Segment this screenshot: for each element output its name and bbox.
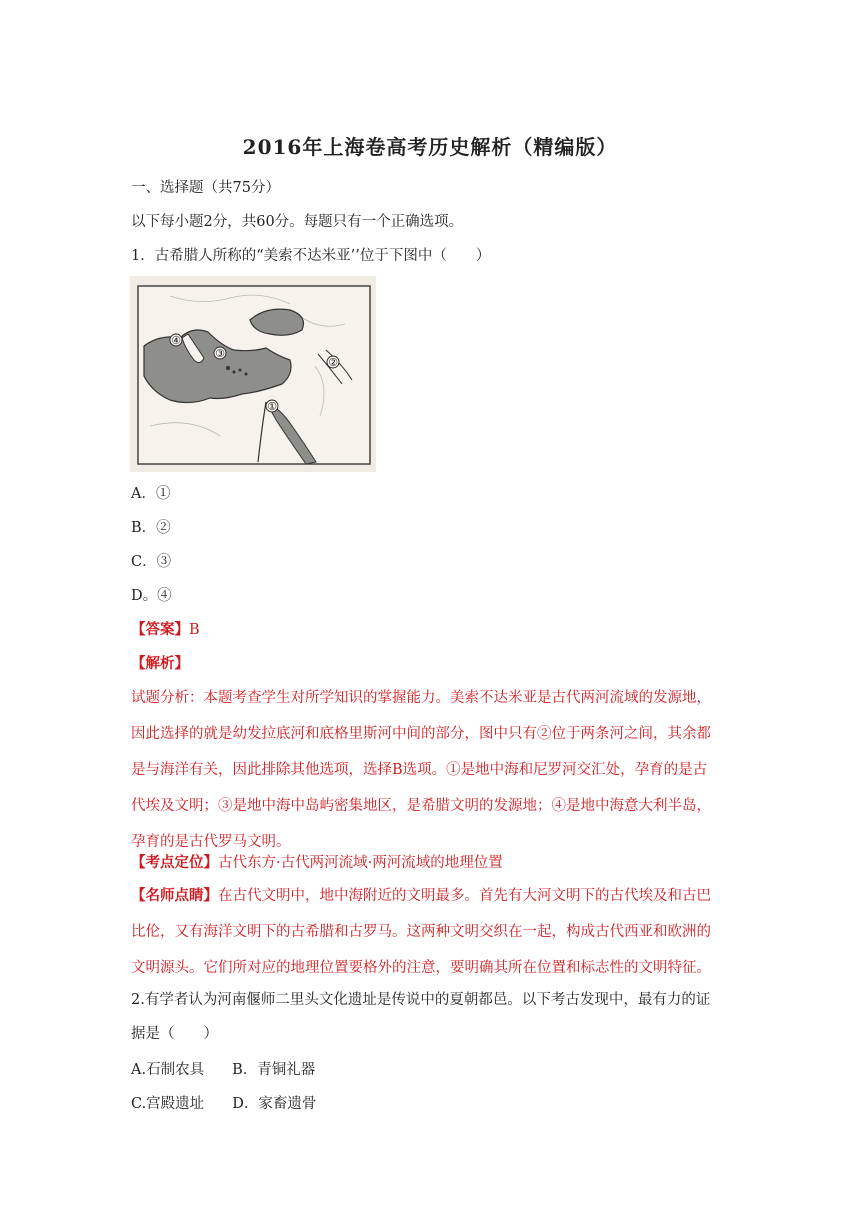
instruction-text: 以下每小题2分，共60分。每题只有一个正确选项。: [131, 214, 464, 230]
analysis-tag: 【解析】: [131, 655, 189, 672]
q2-stem-line-2: 据是（ ）: [131, 1026, 218, 1042]
mingshi-text: [131, 878, 731, 986]
q1-option-a: A．①: [131, 486, 171, 502]
analysis-line: 代埃及文明；③是地中海中岛屿密集地区，是希腊文明的发源地；④是地中海意大利半岛，: [131, 798, 711, 814]
analysis-line: 孕育的是古代罗马文明。: [131, 834, 291, 850]
answer-tag: 【答案】: [131, 621, 189, 638]
q2-options-row-1: [131, 1060, 315, 1080]
q1-option-c: C．③: [131, 554, 172, 570]
mingshi-tag: 【名师点睛】: [131, 887, 218, 904]
mediterranean-map-image: [130, 276, 376, 472]
q1-option-b: B．②: [131, 520, 171, 536]
kaodian-tag: 【考点定位】: [131, 854, 218, 871]
q2-option-c: C.宫殿遗址: [131, 1096, 205, 1112]
q2-option-d: D．家畜遗骨: [232, 1096, 317, 1112]
mingshi-line: 比伦，又有海洋文明下的古希腊和古罗马。这两种文明交织在一起，构成古代西亚和欧洲的: [131, 924, 711, 940]
map-marker-2-label: ②: [328, 356, 338, 369]
map-marker-1-label: ①: [267, 400, 277, 413]
mingshi-line: 【名师点睛】在古代文明中，地中海附近的文明最多。首先有大河文明下的古代埃及和古巴: [131, 887, 711, 904]
mingshi-line: 文明源头。它们所对应的地理位置要格外的注意，要明确其所在位置和标志性的文明特征。: [131, 960, 711, 976]
map-marker-3-label: ③: [215, 347, 225, 360]
q2-options-row-2: [131, 1094, 316, 1114]
q2-stem-line-1: 2.有学者认为河南偃师二里头文化遗址是传说中的夏朝都邑。以下考古发现中，最有力的证: [131, 992, 711, 1008]
analysis-line: 是与海洋有关，因此排除其他选项，选择B选项。①是地中海和尼罗河交汇处，孕育的是古: [131, 762, 708, 778]
q1-stem: 1．古希腊人所称的“美索不达米亚’’位于下图中（ ）: [131, 248, 491, 264]
answer-value: B: [189, 622, 200, 638]
q2-option-a: A.石制农具: [131, 1062, 205, 1078]
q2-option-b: B．青铜礼器: [232, 1062, 316, 1078]
section-heading: 一、选择题（共75分）: [131, 180, 280, 196]
kaodian-text: 古代东方·古代两河流域·两河流域的地理位置: [218, 855, 503, 871]
page-title: 2016年上海卷高考历史解析（精编版）: [242, 135, 618, 159]
kaodian-line: [131, 853, 503, 873]
analysis-text: [131, 680, 731, 860]
map-marker-4-label: ④: [171, 334, 181, 347]
analysis-line: 试题分析：本题考查学生对所学知识的掌握能力。美索不达米亚是古代两河流域的发源地，: [131, 690, 711, 706]
analysis-line: 因此选择的就是幼发拉底河和底格里斯河中间的部分，图中只有②位于两条河之间，其余都: [131, 726, 711, 742]
q1-option-d: D。④: [131, 588, 172, 604]
q1-answer: [131, 620, 200, 640]
